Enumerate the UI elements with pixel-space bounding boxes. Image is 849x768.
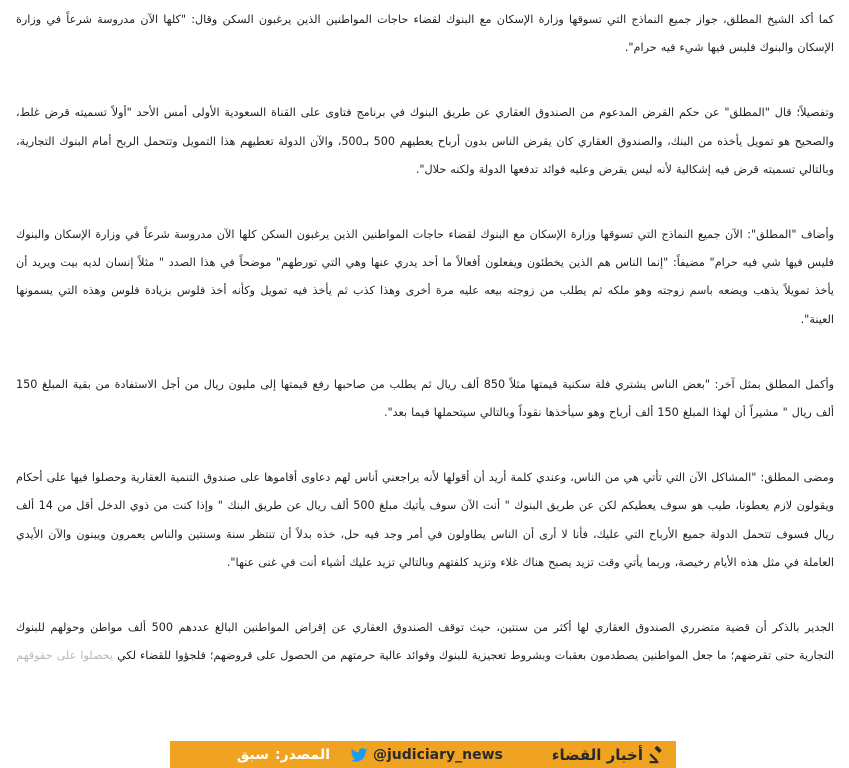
source-value: سبق [236,746,270,763]
source-label: المصدر: [275,746,330,763]
article-paragraph: ومضى المطلق: "المشاكل الآن التي تأتي هي من الناس، وعندي كلمة أريد أن أقولها لأنه يراجعني أناس لهم دعاوى أقاموها على صندوق التنمية العقارية وحصلوا فيها على أحكام ويقولون لازم يعطونا، طيب هو سوف يعطيكم لكن عن طريق البنوك " أنت الآن سوف يأتيك مبلغ 500 ألف ريال عن طريق البنك " وإذا كنت من ذوي الدخل أقل من 14 ألف ريال فسوف تتحمل الدولة جميع الأرباح التي عليك، فأنا لا أرى أن الناس يطاولون في أمر وجد فيه حل، خذه بدلاً أن تنتظر سنة وسنتين والناس يعمرون ويبنون والآن الأيدي العاملة في مثل هذه الأيام رخيصة، وربما يأتي وقت تزيد يصبح هناك غلاء وتزيد كلفتهم وبالتالي تزيد عليك أشياء أنت في غنى عنها". [16,471,835,569]
brand-logo [552,746,666,764]
article-body [16,6,834,707]
twitter-bird-icon [350,748,368,762]
article-paragraph: وتفصيلاً؛ قال "المطلق" عن حكم القرض المدعوم من الصندوق العقاري عن طريق البنوك في برنامج فتاوى على القناة السعودية الأولى أمس الأحد "أولاً تسميته قرض غلط، والصحيح هو تمويل يأخذه من البنك، والصندوق العقاري كان يقرض الناس بدون أرباح يعطيهم 500 بـ500، والآن الدولة تعطيهم هذا التمويل وتتحمل الربح أمام البنوك التجارية، وبالتالي تسميته قرض فيه إشكالية لأنه ليس يقرض وعليه فوائد تدفعها الدولة ولكنه حلال". [16,106,835,176]
footer-banner [170,741,676,768]
article-paragraph: وأكمل المطلق بمثل آخر: "بعض الناس يشتري فلة سكنية قيمتها مثلاً 850 ألف ريال ثم يطلب من صاحبها رفع قيمتها إلى مليون ريال من أجل الاستفادة من بقية المبلغ 150 ألف ريال " مشيراً أن لهذا المبلغ 150 ألف أرباح وهو سيأخذها نقوداً وبالتالي سيتحملها فيما بعد". [16,377,834,420]
gavel-icon [648,746,666,764]
brand-name: أخبار القضاء [551,745,643,764]
article-paragraph: وأضاف "المطلق": الآن جميع النماذج التي تسوقها وزارة الإسكان مع البنوك لقضاء حاجات المواطنين الذين يرغبون السكن كلها الآن مدروسة شرعاً في وزارة الإسكان والبنوك فليس فيها شي فيه حرام" مضيفاً: "إنما الناس هم الذين يخطئون ويفعلون أفعالاً ما أحد يدري عنها وهي التي تورطهم" موضحاً في هذا الصدد " مثلاً إنسان لديه بيت ويريد أن يأخذ تمويلاً يذهب ويضعه باسم زوجته وهو ملكه ثم يطلب من زوجته بيعه عليه مرة أخرى وهذا كذب ثم يأخذ فيه تمويل وكأنه أخذ فلوس بزيادة فلوس وهذه التي يسمونها العينة". [16,228,834,326]
article-paragraph: كما أكد الشيخ المطلق، جواز جميع النماذج التي تسوقها وزارة الإسكان مع البنوك لقضاء حاجات المواطنين الذين يرغبون السكن وقال: "كلها الآن مدروسة شرعاً في وزارة الإسكان والبنوك فليس فيها شيء فيه حرام". [16,13,834,55]
twitter-link[interactable] [350,747,503,763]
article-paragraph-last [16,614,834,670]
article-paragraph-text: الجدير بالذكر أن قضية متضرري الصندوق العقاري لها أكثر من سنتين، حيث توقف الصندوق العقاري عن إقراض المواطنين البالغ عددهم 500 ألف مواطن وحولهم للبنوك التجارية حتى تقرضهم؛ ما جعل المواطنين يصطدمون بعقبات وبشروط تعجيزية للبنوك وفوائد عالية حرمتهم من الحصول على قروضهم؛ فلجؤوا للقضاء لكي [16,621,834,663]
article-faded-tail: يحصلوا على حقوقهم [16,649,113,663]
twitter-handle: @judiciary_news [373,746,503,763]
footer-source [180,747,330,763]
